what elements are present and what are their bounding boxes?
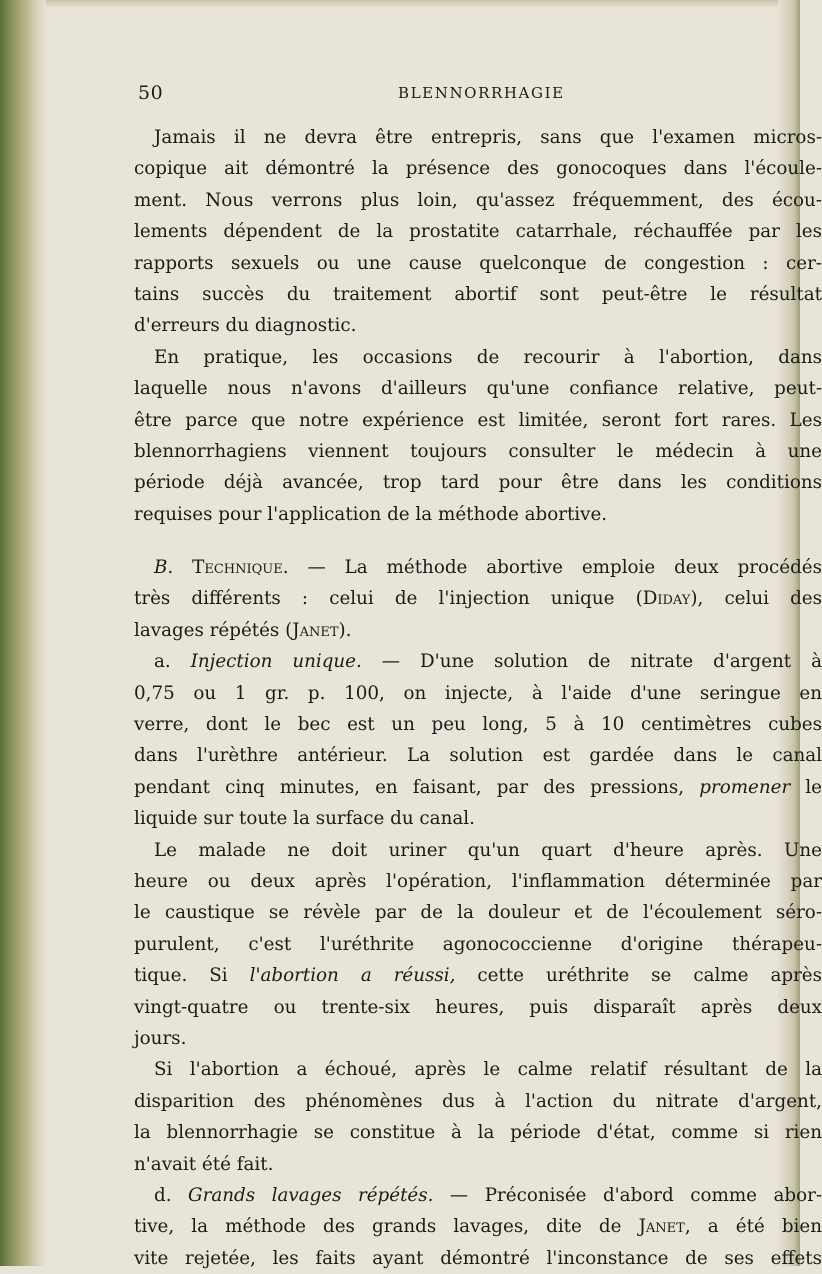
text-line xyxy=(134,772,822,803)
text-line: disparition des phénomènes dus à l'action du nitrate d'argent, xyxy=(134,1090,822,1112)
text-line: jours. xyxy=(134,1027,187,1049)
text-line xyxy=(134,646,822,677)
text-run: cette uréthrite se calme après xyxy=(455,965,822,987)
subsection-heading: Grands lavages répétés. xyxy=(188,1184,434,1206)
text-line: période déjà avancée, trop tard pour être dans les conditions xyxy=(134,472,822,494)
text-line xyxy=(134,583,822,614)
text-line: vite rejetée, les faits ayant démontré l'inconstance de ses effets xyxy=(134,1247,822,1269)
text-line: ment. Nous verrons plus loin, qu'assez fréquemment, des écou- xyxy=(134,189,822,211)
text-line: être parce que notre expérience est limitée, seront fort rares. Les xyxy=(134,409,822,431)
text-line: rapports sexuels ou une cause quelconque de congestion : cer- xyxy=(134,252,822,274)
paragraph-2 xyxy=(134,342,822,530)
running-title: BLENNORRHAGIE xyxy=(398,84,565,102)
author-name: Diday xyxy=(642,588,691,610)
book-binding-edge xyxy=(0,0,46,1266)
text-run: tique. Si xyxy=(134,965,250,987)
text-line: d'erreurs du diagnostic. xyxy=(134,315,357,337)
text-line: purulent, c'est l'uréthrite agonococcienne d'origine thérapeu- xyxy=(134,933,822,955)
text-run: ), celui des xyxy=(690,588,822,610)
text-line: copique ait démontré la présence des gonocoques dans l'écoule- xyxy=(134,158,822,180)
text-run: tive, la méthode des grands lavages, dite de xyxy=(134,1216,639,1238)
text-line: tains succès du traitement abortif sont peut-être le résultat xyxy=(134,283,822,305)
author-name: Janet xyxy=(638,1216,685,1238)
subsection-a-injection-unique xyxy=(134,646,822,834)
text-line: vingt-quatre ou trente-six heures, puis disparaît après deux xyxy=(134,996,822,1018)
text-line xyxy=(134,1211,822,1242)
text-line: Si l'abortion a échoué, après le calme relatif résultant de la xyxy=(154,1059,822,1081)
section-gap xyxy=(134,530,822,552)
text-run: , a été bien xyxy=(684,1216,822,1238)
page-header xyxy=(52,82,778,110)
text-line: n'avait été fait. xyxy=(134,1153,274,1175)
text-line: blennorrhagiens viennent toujours consulter le médecin à une xyxy=(134,440,822,462)
page-number: 50 xyxy=(138,82,164,104)
text-line: Jamais il ne devra être entrepris, sans que l'examen micros- xyxy=(154,127,822,148)
text-line: lements dépendent de la prostatite catarrhale, réchauffée par les xyxy=(134,221,822,243)
text-run: le xyxy=(790,776,822,798)
text-line xyxy=(134,615,822,646)
text-line: dans l'urèthre antérieur. La solution est gardée dans le canal xyxy=(134,745,822,767)
text-line xyxy=(134,552,822,583)
text-run: — Préconisée d'abord comme abor- xyxy=(433,1184,822,1206)
text-line: le caustique se révèle par de la douleur et de l'écoulement séro- xyxy=(134,902,822,924)
subsection-d-grands-lavages xyxy=(134,1180,822,1274)
text-line: 0,75 ou 1 gr. p. 100, on injecte, à l'aide d'une seringue en xyxy=(134,682,822,704)
book-page xyxy=(52,0,822,1269)
paragraph-1 xyxy=(134,122,822,342)
paragraph-6 xyxy=(134,1054,822,1180)
text-run: pendant cinq minutes, en faisant, par des pressions, xyxy=(134,776,700,798)
text-line: liquide sur toute la surface du canal. xyxy=(134,808,475,830)
text-line: Le malade ne doit uriner qu'un quart d'heure après. Une xyxy=(154,839,822,861)
text-line xyxy=(134,1180,822,1211)
text-run: — La méthode abortive emploie deux procédés xyxy=(288,557,822,579)
text-run: très différents : celui de l'injection unique ( xyxy=(134,588,643,610)
author-name: Janet xyxy=(292,619,339,641)
paragraph-5 xyxy=(134,835,822,1055)
text-line: la blennorrhagie se constitue à la période d'état, comme si rien xyxy=(134,1122,822,1144)
section-heading: Technique. xyxy=(192,557,289,579)
text-run: ). xyxy=(338,619,352,641)
text-run: lavages répétés ( xyxy=(134,619,293,641)
subsection-heading: Injection unique. xyxy=(190,651,362,673)
text-line: heure ou deux après l'opération, l'inflammation déterminée par xyxy=(134,870,822,892)
text-line: En pratique, les occasions de recourir à l'abortion, dans xyxy=(154,346,822,368)
subsection-label: d. xyxy=(154,1184,172,1206)
text-line xyxy=(134,960,822,991)
section-label: B. xyxy=(154,557,174,579)
subsection-label: a. xyxy=(154,651,171,673)
body-text xyxy=(134,122,822,1274)
text-line: verre, dont le bec est un peu long, 5 à 10 centimètres cubes xyxy=(134,714,822,736)
text-line: requises pour l'application de la méthode abortive. xyxy=(134,503,608,525)
italic-term: l'abortion a réussi, xyxy=(249,965,456,987)
text-line: laquelle nous n'avons d'ailleurs qu'une confiance relative, peut- xyxy=(134,378,822,400)
italic-term: promener xyxy=(699,776,791,798)
text-run: — D'une solution de nitrate d'argent à xyxy=(361,651,822,673)
section-b-technique xyxy=(134,552,822,646)
